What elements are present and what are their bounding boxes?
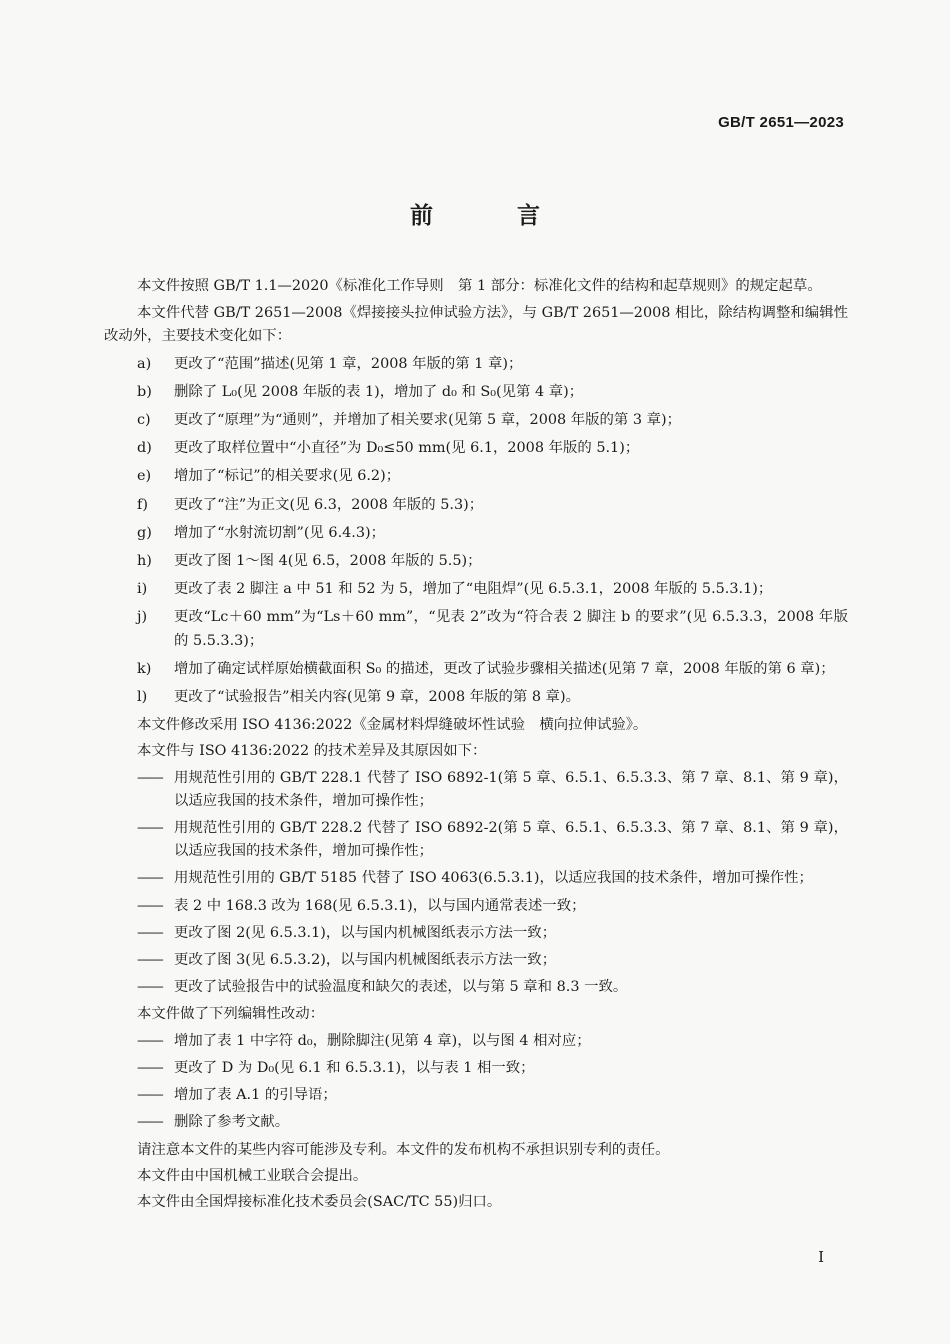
list-text: 更改了图 1～图 4(见 6.5，2008 年版的 5.5)； — [174, 553, 482, 570]
list-label: f) — [137, 496, 148, 513]
dash-text: 用规范性引用的 GB/T 228.1 代替了 ISO 6892-1(第 5 章、6.5.1、6.5.3.3、第 7 章、8.1、第 9 章)，以适应我国的技术条件，增加可操作性； — [174, 769, 848, 809]
list-text: 更改了“原理”为“通则”，并增加了相关要求(见第 5 章，2008 年版的第 3 章)； — [174, 412, 682, 429]
list-item — [104, 494, 848, 517]
dash-text: 更改了试验报告中的试验温度和缺欠的表述，以与第 5 章和 8.3 一致。 — [174, 979, 628, 996]
dash-mark: —— — [137, 924, 162, 941]
list-label: e) — [137, 468, 152, 485]
list-item — [104, 658, 848, 681]
standard-number: GB/T 2651—2023 — [718, 114, 844, 131]
dash-mark: —— — [137, 820, 162, 837]
dash-item — [104, 817, 848, 863]
list-text: 删除了 L₀(见 2008 年版的表 1)，增加了 d₀ 和 S₀(见第 4 章)； — [174, 383, 584, 400]
dash-text: 用规范性引用的 GB/T 5185 代替了 ISO 4063(6.5.3.1)，以适应我国的技术条件，增加可操作性； — [174, 870, 813, 887]
list-label: l) — [137, 689, 148, 706]
dash-mark: —— — [137, 952, 162, 969]
dash-item — [104, 1057, 848, 1080]
list-text: 更改了“注”为正文(见 6.3，2008 年版的 5.3)； — [174, 496, 484, 513]
paragraph-drafting-rules: 本文件按照 GB/T 1.1—2020《标准化工作导则 第 1 部分：标准化文件的结构和起草规则》的规定起草。 — [137, 278, 822, 294]
list-label: b) — [137, 383, 152, 400]
preface-body — [104, 275, 848, 1217]
dash-item — [104, 1084, 848, 1107]
list-item — [104, 550, 848, 573]
list-label: d) — [137, 440, 152, 457]
dash-text: 更改了 D 为 D₀(见 6.1 和 6.5.3.1)，以与表 1 相一致； — [174, 1059, 535, 1076]
paragraph-proposed-by: 本文件由中国机械工业联合会提出。 — [137, 1167, 368, 1184]
list-label: k) — [137, 660, 152, 677]
dash-item — [104, 922, 848, 945]
dash-item — [104, 867, 848, 890]
page-number: I — [818, 1248, 824, 1266]
dash-mark: —— — [137, 870, 162, 887]
dash-mark: —— — [137, 1032, 162, 1049]
list-text: 更改“Lc＋60 mm”为“Ls＋60 mm”，“见表 2”改为“符合表 2 脚注 b 的要求”(见 6.5.3.3，2008 年版的 5.5.3.3)； — [174, 609, 848, 649]
list-text: 增加了确定试样原始横截面积 S₀ 的描述，更改了试验步骤相关描述(见第 7 章，2008 年版的第 6 章)； — [174, 660, 835, 677]
list-text: 更改了“范围”描述(见第 1 章，2008 年版的第 1 章)； — [174, 355, 523, 372]
list-item — [104, 409, 848, 432]
list-label: g) — [137, 524, 152, 541]
list-text: 更改了取样位置中“小直径”为 D₀≤50 mm(见 6.1，2008 年版的 5.1)； — [174, 440, 640, 457]
editorial-changes-list — [104, 1030, 848, 1135]
list-item — [104, 686, 848, 709]
dash-item — [104, 767, 848, 813]
technical-differences-list — [104, 767, 848, 1000]
dash-mark: —— — [137, 1059, 162, 1076]
list-label: h) — [137, 553, 152, 570]
paragraph-iso-adoption: 本文件修改采用 ISO 4136:2022《金属材料焊缝破坏性试验 横向拉伸试验》。 — [137, 717, 648, 734]
dash-mark: —— — [137, 979, 162, 996]
paragraph-patent-notice: 请注意本文件的某些内容可能涉及专利。本文件的发布机构不承担识别专利的责任。 — [137, 1141, 670, 1158]
list-item — [104, 578, 848, 601]
dash-text: 更改了图 2(见 6.5.3.1)，以与国内机械图纸表示方法一致； — [174, 924, 557, 941]
dash-text: 删除了参考文献。 — [174, 1114, 290, 1131]
dash-text: 增加了表 A.1 的引导语； — [174, 1087, 337, 1104]
dash-item — [104, 1030, 848, 1053]
dash-text: 表 2 中 168.3 改为 168(见 6.5.3.1)，以与国内通常表述一致； — [174, 897, 586, 914]
dash-mark: —— — [137, 1114, 162, 1131]
dash-text: 用规范性引用的 GB/T 228.2 代替了 ISO 6892-2(第 5 章、6.5.1、6.5.3.3、第 7 章、8.1、第 9 章)，以适应我国的技术条件，增加可操作性； — [174, 820, 848, 860]
list-text: 更改了“试验报告”相关内容(见第 9 章，2008 年版的第 8 章)。 — [174, 689, 580, 706]
paragraph-editorial-intro: 本文件做了下列编辑性改动： — [137, 1006, 325, 1023]
dash-mark: —— — [137, 897, 162, 914]
dash-item — [104, 895, 848, 918]
list-label: j) — [137, 609, 148, 626]
list-label: a) — [137, 355, 152, 372]
dash-mark: —— — [137, 769, 162, 786]
dash-text: 更改了图 3(见 6.5.3.2)，以与国内机械图纸表示方法一致； — [174, 952, 557, 969]
dash-mark: —— — [137, 1087, 162, 1104]
page-title: 前 言 — [409, 202, 578, 229]
paragraph-replacement: 本文件代替 GB/T 2651—2008《焊接接头拉伸试验方法》，与 GB/T 2651—2008 相比，除结构调整和编辑性改动外，主要技术变化如下： — [104, 305, 848, 345]
paragraph-governed-by: 本文件由全国焊接标准化技术委员会(SAC/TC 55)归口。 — [137, 1193, 502, 1210]
dash-text: 增加了表 1 中字符 d₀，删除脚注(见第 4 章)，以与图 4 相对应； — [174, 1032, 591, 1049]
list-text: 增加了“水射流切割”(见 6.4.3)； — [174, 524, 386, 541]
paragraph-differences-intro: 本文件与 ISO 4136:2022 的技术差异及其原因如下： — [137, 743, 487, 760]
list-label: i) — [137, 581, 148, 598]
list-text: 更改了表 2 脚注 a 中 51 和 52 为 5，增加了“电阻焊”(见 6.5.3.1，2008 年版的 5.5.3.1)； — [174, 581, 773, 598]
list-item — [104, 381, 848, 404]
list-label: c) — [137, 412, 151, 429]
list-text: 增加了“标记”的相关要求(见 6.2)； — [174, 468, 401, 485]
dash-item — [104, 949, 848, 972]
list-item — [104, 437, 848, 460]
list-item — [104, 606, 848, 652]
dash-item — [104, 976, 848, 999]
dash-item — [104, 1111, 848, 1134]
list-item — [104, 522, 848, 545]
list-item — [104, 353, 848, 376]
list-item — [104, 465, 848, 488]
technical-changes-list — [104, 353, 848, 710]
